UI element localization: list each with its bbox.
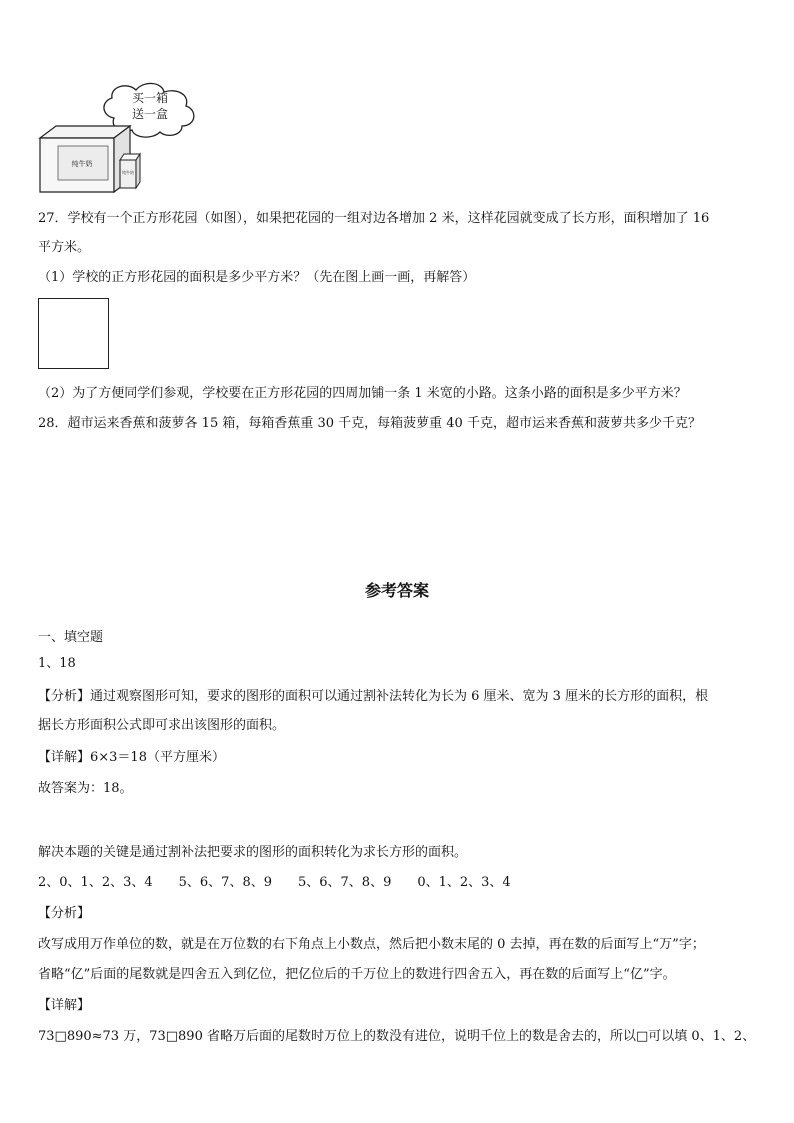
- q27-line2: 平方米。: [38, 240, 91, 255]
- section-fill-in: 一、填空题: [38, 630, 104, 645]
- cloud-text-line2: 送一盒: [131, 107, 169, 121]
- answer-2-detail-line1: 73□890≈73 万，73□890 省略万后面的尾数时万位上的数没有进位，说明千位上的数是舍去的，所以□可以填 0、1、2、: [38, 1029, 756, 1044]
- square-garden-figure: [38, 298, 109, 369]
- milk-box-label: 纯牛奶: [71, 160, 93, 168]
- answer-2-detail-label: 【详解】: [38, 998, 91, 1013]
- answer-2-analysis-label: 【分析】: [38, 906, 91, 921]
- answer-2-analysis-line2: 省略“亿”后面的尾数就是四舍五入到亿位，把亿位后的千万位上的数进行四舍五入，再在数的后面写上“亿”字。: [38, 967, 676, 982]
- answer-2-analysis-line1: 改写成用万作单位的数，就是在万位数的右下角点上小数点，然后把小数末尾的 0 去掉，再在数的后面写上“万”字；: [38, 937, 705, 952]
- answer-1-analysis-line2: 据长方形面积公式即可求出该图形的面积。: [38, 718, 286, 733]
- answer-1-analysis-line1: 【分析】通过观察图形可知，要求的图形的面积可以通过割补法转化为长为 6 厘米、宽为 3 厘米的长方形的面积，根: [38, 689, 709, 704]
- answer-1-detail: 【详解】6×3＝18（平方厘米）: [38, 750, 225, 765]
- small-box-label: 纯牛奶: [122, 170, 134, 175]
- q28-text: 28．超市运来香蕉和菠萝各 15 箱，每箱香蕉重 30 千克，每箱菠萝重 40 千克，超市运来香蕉和菠萝共多少千克？: [38, 416, 701, 431]
- answer-1-result: 故答案为：18。: [38, 781, 133, 796]
- answer-1-number: 1、18: [38, 656, 76, 671]
- answers-title: 参考答案: [364, 581, 429, 600]
- answer-1-key-point: 解决本题的关键是通过割补法把要求的图形的面积转化为求长方形的面积。: [38, 845, 468, 860]
- q27-line1: 27．学校有一个正方形花园（如图），如果把花园的一组对边各增加 2 米，这样花园就变成了长方形，面积增加了 16: [38, 211, 710, 226]
- q27-sub2: （2）为了方便同学们参观，学校要在正方形花园的四周加铺一条 1 米宽的小路。这条小路的面积是多少平方米？: [38, 386, 687, 401]
- q27-sub1: （1）学校的正方形花园的面积是多少平方米？（先在图上画一画，再解答）: [38, 270, 476, 285]
- cloud-text-line1: 买一箱: [131, 91, 169, 105]
- answer-2-values: 2、0、1、2、3、4 5、6、7、8、9 5、6、7、8、9 0、1、2、3、4: [38, 875, 511, 890]
- milk-promo-illustration: [36, 80, 206, 195]
